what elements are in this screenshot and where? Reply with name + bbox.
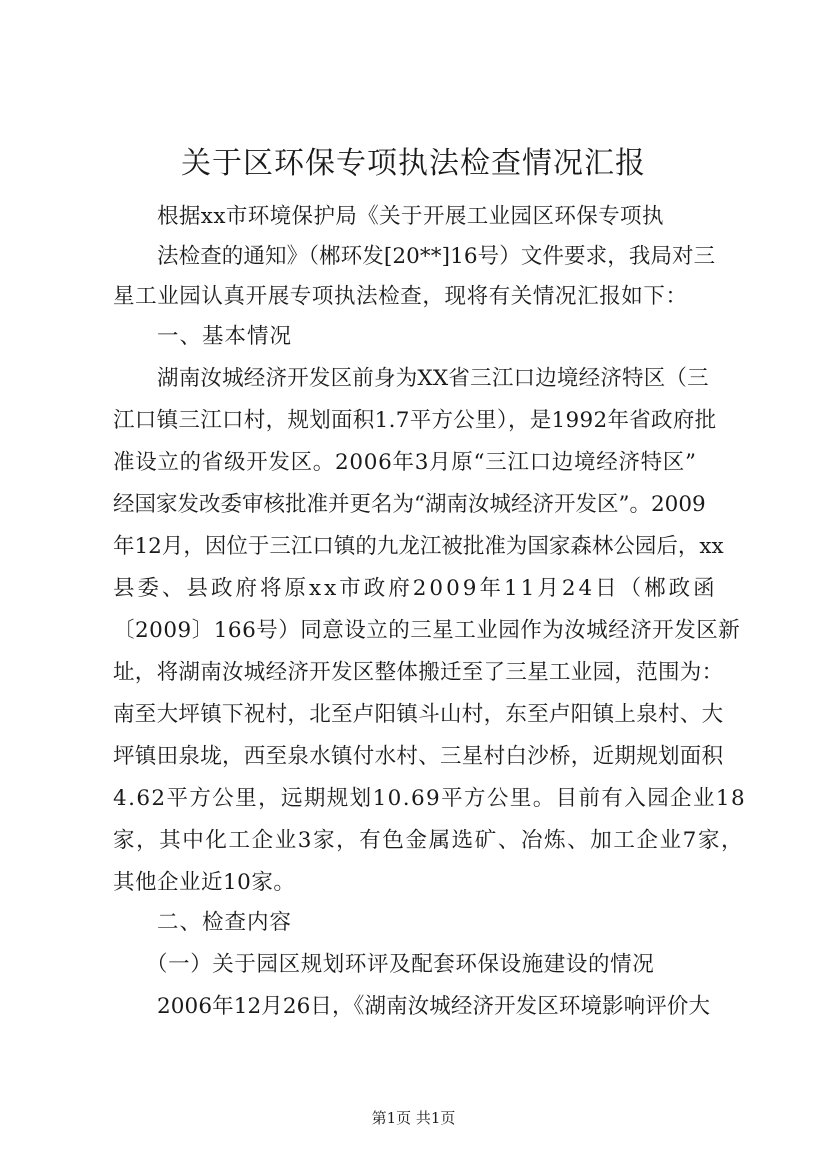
paragraph-line: 江口镇三江口村，规划面积1.7平方公里），是1992年省政府批 <box>113 408 717 433</box>
section-heading: 一、基本情况 <box>157 324 293 349</box>
paragraph-line: 南至大坪镇下祝村，北至卢阳镇斗山村，东至卢阳镇上泉村、大 <box>113 702 724 727</box>
page-number-footer: 第1页 共1页 <box>371 1109 456 1127</box>
subsection-heading: （一）关于园区规划环评及配套环保设施建设的情况 <box>146 952 655 977</box>
section-heading: 二、检查内容 <box>157 910 293 935</box>
paragraph-line: 县委、县政府将原xx市政府2009年11月24日（郴政函 <box>113 576 718 601</box>
paragraph-line: 根据xx市环境保护局《关于开展工业园区环保专项执 <box>157 204 664 229</box>
paragraph-line: 坪镇田泉垅，西至泉水镇付水村、三星村白沙桥，近期规划面积 <box>113 744 724 769</box>
paragraph-line: 准设立的省级开发区。2006年3月原“三江口边境经济特区” <box>113 450 697 475</box>
paragraph-line: 4.62平方公里，远期规划10.69平方公里。目前有入园企业18 <box>113 786 747 811</box>
paragraph-line: 2006年12月26日，《湖南汝城经济开发区环境影响评价大 <box>157 994 711 1019</box>
paragraph-line: 经国家发改委审核批准并更名为“湖南汝城经济开发区”。2009 <box>113 492 706 517</box>
paragraph-line: 其他企业近10家。 <box>113 870 296 895</box>
document-title: 关于区环保专项执法检查情况汇报 <box>181 146 646 181</box>
paragraph-line: 家，其中化工企业3家，有色金属选矿、冶炼、加工企业7家， <box>113 828 745 853</box>
paragraph-line: 年12月，因位于三江口镇的九龙江被批准为国家森林公园后，xx <box>113 534 724 559</box>
paragraph-line: 〔2009〕166号）同意设立的三星工业园作为汝城经济开发区新 <box>113 618 741 643</box>
paragraph-line: 星工业园认真开展专项执法检查，现将有关情况汇报如下： <box>113 284 688 309</box>
paragraph-line: 法检查的通知》（郴环发[20**]16号）文件要求，我局对三 <box>157 244 716 269</box>
paragraph-line: 址，将湖南汝城经济开发区整体搬迁至了三星工业园，范围为： <box>113 660 724 685</box>
paragraph-line: 湖南汝城经济开发区前身为XX省三江口边境经济特区（三 <box>157 366 709 391</box>
